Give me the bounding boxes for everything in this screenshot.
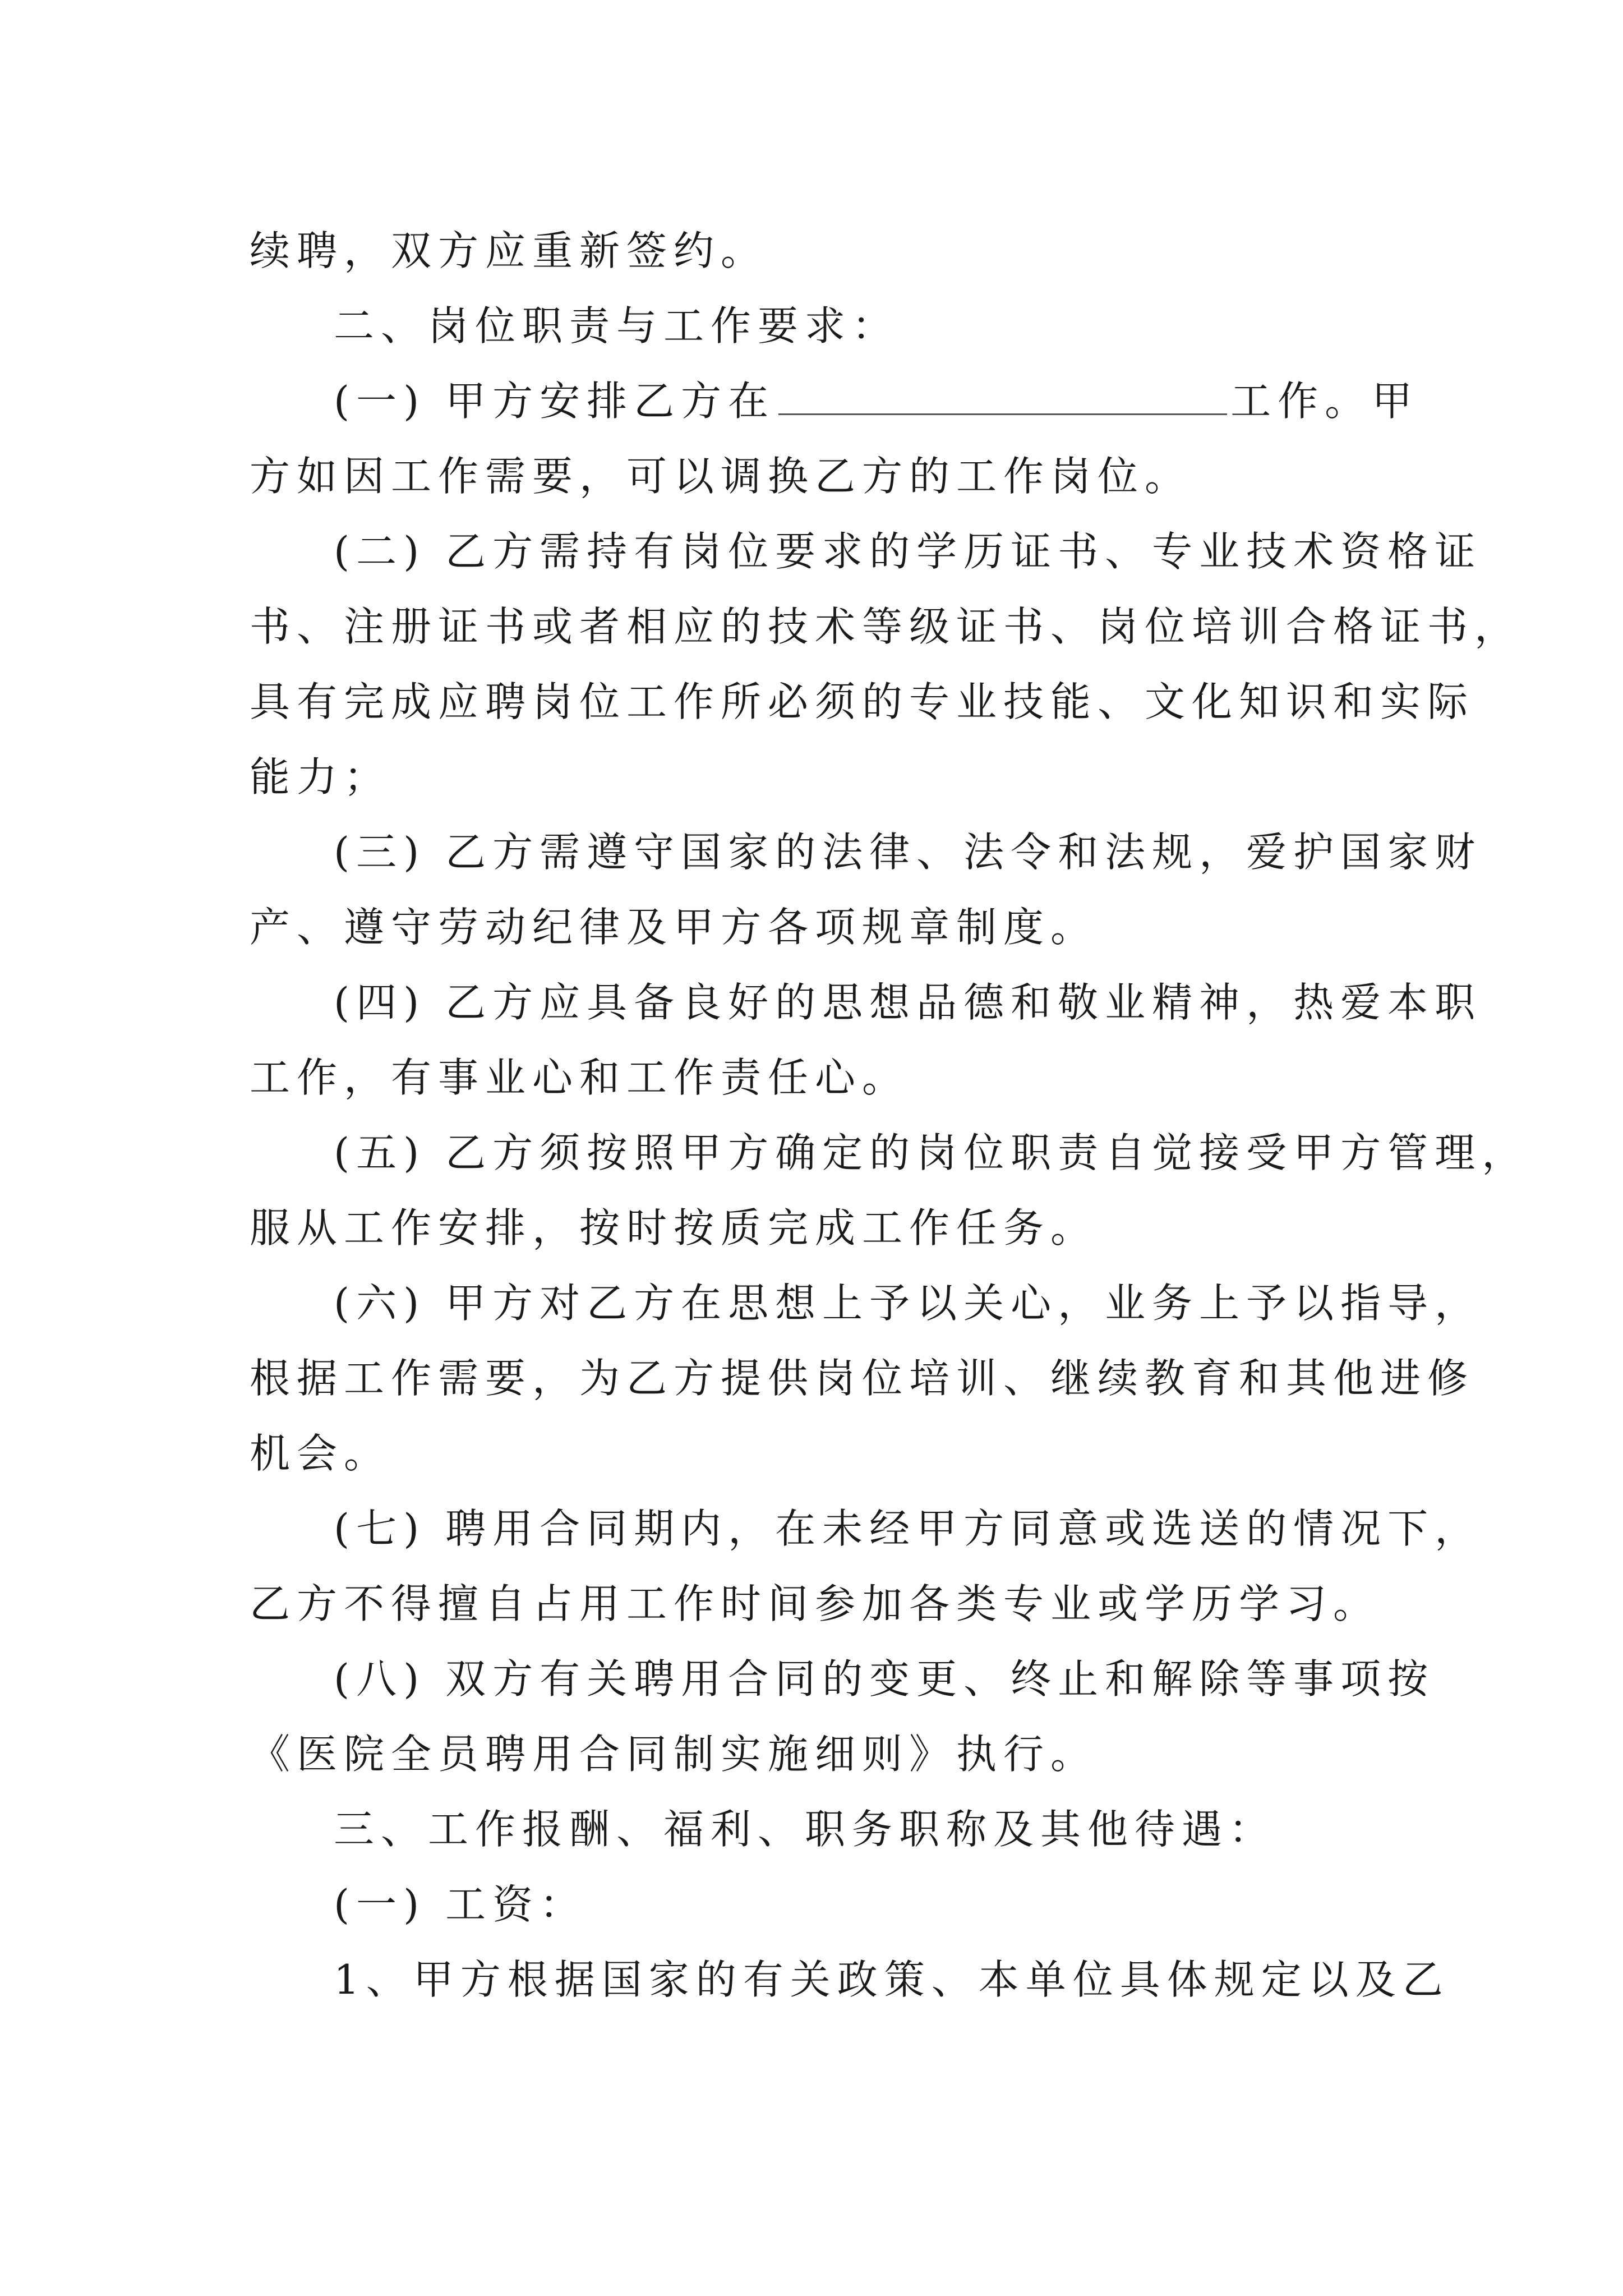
text-line: (七) 聘用合同期内，在未经甲方同意或选送的情况下， — [334, 1505, 1482, 1552]
subsection-heading: (一) 工资： — [334, 1881, 587, 1928]
text-segment: 工作。甲 — [1230, 378, 1419, 425]
text-line: (三) 乙方需遵守国家的法律、法令和法规，爱护国家财 — [334, 829, 1482, 876]
text-line: 1、甲方根据国家的有关政策、本单位具体规定以及乙 — [334, 1956, 1450, 2003]
text-line: (二) 乙方需持有岗位要求的学历证书、专业技术资格证 — [334, 528, 1482, 575]
text-line-with-blank — [250, 364, 1419, 439]
text-line: 根据工作需要，为乙方提供岗位培训、继续教育和其他进修 — [250, 1355, 1475, 1402]
text-line: (四) 乙方应具备良好的思想品德和敬业精神，热爱本职 — [334, 979, 1482, 1026]
document-page — [250, 213, 1529, 2017]
text-line: 能力； — [250, 753, 391, 800]
text-line: 服从工作安排，按时按质完成工作任务。 — [250, 1204, 1098, 1251]
text-line: 具有完成应聘岗位工作所必须的专业技能、文化知识和实际 — [250, 678, 1475, 725]
text-line: 《医院全员聘用合同制实施细则》执行。 — [250, 1731, 1098, 1778]
text-segment: (一) 甲方安排乙方在 — [334, 378, 776, 425]
section-heading: 二、岗位职责与工作要求： — [334, 302, 900, 349]
section-heading: 三、工作报酬、福利、职务职称及其他待遇： — [334, 1806, 1276, 1853]
text-line: 方如因工作需要，可以调换乙方的工作岗位。 — [250, 453, 1192, 500]
text-line: (六) 甲方对乙方在思想上予以关心，业务上予以指导， — [334, 1280, 1482, 1327]
text-line: 书、注册证书或者相应的技术等级证书、岗位培训合格证书， — [250, 603, 1522, 650]
text-line: 产、遵守劳动纪律及甲方各项规章制度。 — [250, 904, 1098, 951]
text-line: (五) 乙方须按照甲方确定的岗位职责自觉接受甲方管理， — [334, 1129, 1529, 1176]
text-line: 续聘，双方应重新签约。 — [250, 227, 768, 274]
text-line: (八) 双方有关聘用合同的变更、终止和解除等事项按 — [334, 1655, 1435, 1703]
text-line: 工作，有事业心和工作责任心。 — [250, 1054, 910, 1101]
text-line: 机会。 — [250, 1430, 391, 1477]
text-line: 乙方不得擅自占用工作时间参加各类专业或学历学习。 — [250, 1580, 1381, 1627]
fill-in-blank[interactable] — [778, 374, 1227, 415]
